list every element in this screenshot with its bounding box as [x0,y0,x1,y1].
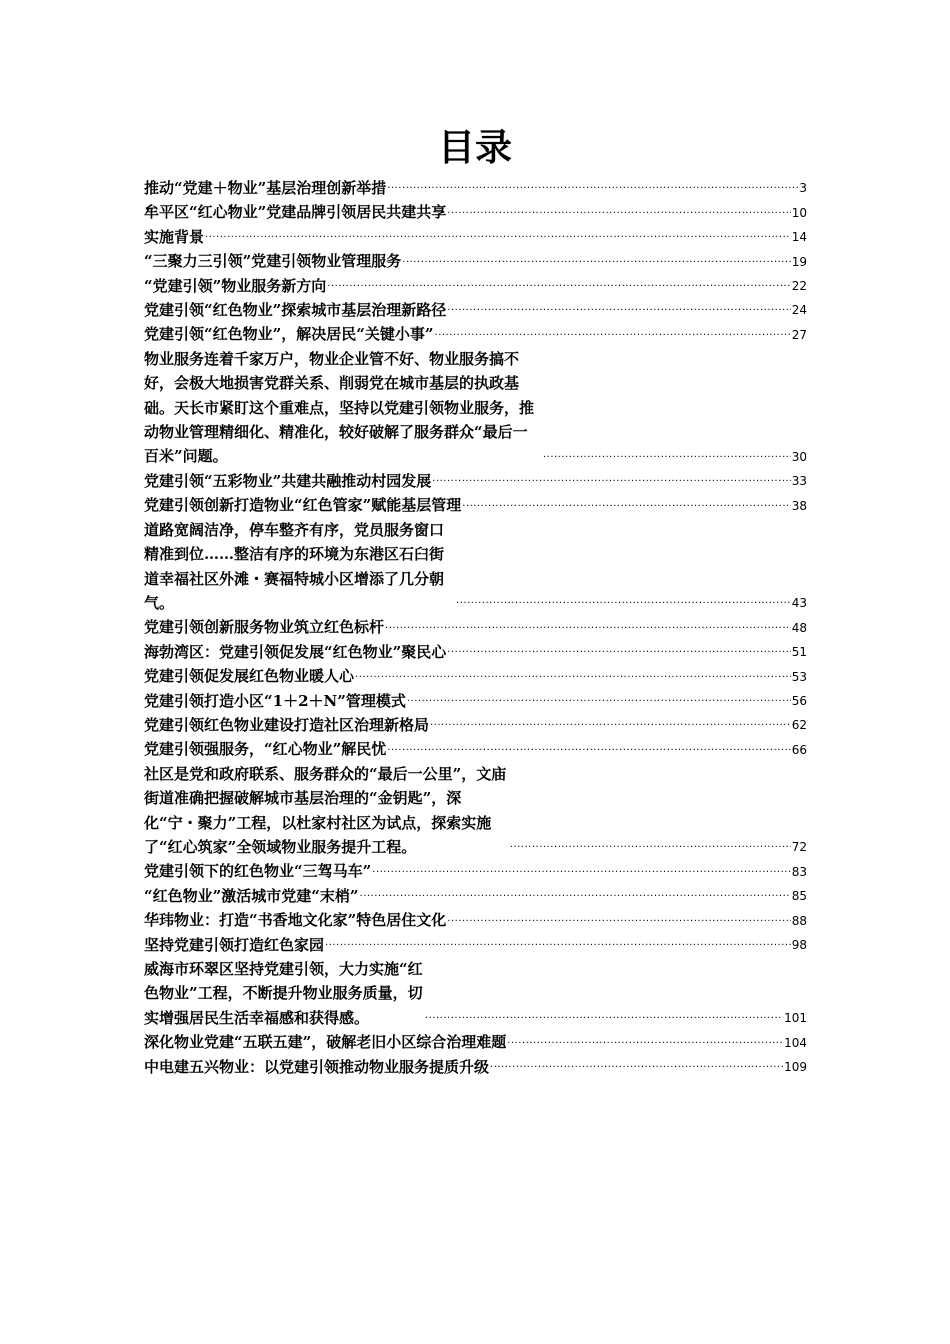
toc-page-number: 98 [791,938,807,952]
dot-leader [387,739,790,757]
dot-leader [447,641,790,659]
dot-leader [447,299,790,317]
toc-entry[interactable] [144,908,807,932]
dot-leader [510,836,791,854]
dot-leader [355,666,791,684]
toc-entry[interactable] [144,1055,807,1079]
toc-entry-title: 党建引领促发展红色物业暖人心 [144,667,355,686]
toc-entry-title: 党建引领强服务，“红心物业”解民忧 [144,740,387,759]
toc-entry[interactable] [144,762,807,860]
toc-page-number: 62 [791,718,807,733]
toc-page-number: 83 [791,864,807,879]
toc-entry-title: 党建引领“红色物业”，解决居民“关键小事” [144,325,434,344]
dot-leader [372,861,790,879]
toc-entry[interactable] [144,200,807,224]
toc-entry[interactable] [144,493,807,517]
toc-entry-title: 物业服务连着千家万户，物业企业管不好、物业服务搞不好，会极大地损害党群关系、削弱党在城市基层的执政基础。天长市紧盯这个重难点，坚持以党建引领物业服务，推动物业管理精细化、精准化，较好破解了服务群众“最后一百米”问题。 [144,349,535,466]
toc-page-number: 88 [791,913,807,928]
toc-page-number: 56 [791,693,807,708]
toc-entry[interactable] [144,274,807,298]
toc-entry[interactable] [144,469,807,493]
toc-entry-title: 道路宽阔洁净，停车整齐有序，党员服务窗口精准到位……整洁有序的环境为东港区石臼街道幸福社区外滩・赛福特城小区增添了几分朝气。 [144,520,445,612]
toc-page-number: 51 [791,645,807,660]
toc-entry-title: 海勃湾区：党建引领促发展“红色物业”聚民心 [144,642,447,661]
toc-entry[interactable] [144,615,807,639]
toc-entry-title: 党建引领“五彩物业”共建共融推动村园发展 [144,471,432,490]
toc-entry[interactable] [144,176,807,200]
dot-leader [425,1007,783,1025]
page-title: 目录 [438,125,512,169]
dot-leader [490,1056,783,1074]
toc-entry[interactable] [144,664,807,688]
toc-entry[interactable] [144,518,807,616]
dot-leader [447,910,790,928]
dot-leader [447,202,790,220]
toc-page-number: 66 [791,742,807,757]
dot-leader [402,251,790,269]
toc-entry-title: “党建引领”物业服务新方向 [144,276,327,295]
dot-leader [462,495,790,513]
dot-leader [387,177,798,195]
toc-entry[interactable] [144,640,807,664]
toc-entry-title: 党建引领红色物业建设打造社区治理新格局 [144,715,430,734]
toc-page-number: 33 [791,474,807,489]
toc-entry[interactable] [144,347,807,469]
toc-page-number: 3 [799,181,807,196]
toc-page-number: 104 [784,1035,807,1050]
toc-page-number: 43 [791,596,807,611]
dot-leader [327,275,790,293]
toc-page-number: 72 [791,840,807,855]
toc-entry[interactable] [144,957,807,1030]
toc-page-number: 38 [791,498,807,513]
toc-page-number: 53 [791,669,807,684]
dot-leader [435,324,791,342]
toc-entry-title: “红色物业”激活城市党建“末梢” [144,886,359,905]
dot-leader [507,1032,783,1050]
dot-leader [325,934,791,952]
dot-leader [385,617,791,635]
toc-entry[interactable] [144,933,807,957]
toc-entry-title: 华玮物业：打造“书香地文化家”特色居住文化 [144,911,447,930]
toc-entry-title: 实施背景 [144,227,205,246]
toc-page-number: 14 [791,230,807,245]
toc-entry-title: 党建引领下的红色物业“三驾马车” [144,862,372,881]
toc-entry-title: 坚持党建引领打造红色家园 [144,935,325,954]
dot-leader [543,446,791,464]
toc-page-number: 22 [791,279,807,294]
toc-entry-title: 党建引领“红色物业”探索城市基层治理新路径 [144,301,447,320]
dot-leader [205,226,791,244]
dot-leader [456,592,791,610]
toc-entry[interactable] [144,689,807,713]
dot-leader [407,690,791,708]
toc-entry[interactable] [144,249,807,273]
toc-entry[interactable] [144,713,807,737]
toc-entry[interactable] [144,225,807,249]
toc-page-number: 48 [791,620,807,635]
toc-entry-title: 党建引领打造小区“1＋2＋N”管理模式 [144,691,406,710]
toc-entry-title: 中电建五兴物业：以党建引领推动物业服务提质升级 [144,1057,490,1076]
toc-page-number: 101 [784,1011,807,1026]
toc-entry[interactable] [144,859,807,883]
toc-entry-title: 社区是党和政府联系、服务群众的“最后一公里”，文庙街道准确把握破解城市基层治理的“金钥匙”，深化“宁・聚力”工程，以杜家村社区为试点，探索实施了“红心筑家”全领域物业服务提升工程。 [144,764,507,856]
toc-entry-title: 威海市环翠区坚持党建引领，大力实施“红色物业”工程，不断提升物业服务质量，切实增强居民生活幸福感和获得感。 [144,960,423,1027]
toc-page-number: 30 [791,449,807,464]
dot-leader [360,885,791,903]
dot-leader [432,470,790,488]
toc-entry[interactable] [144,737,807,761]
toc-entry[interactable] [144,884,807,908]
toc-page-number: 19 [791,254,807,269]
toc-entry[interactable] [144,298,807,322]
toc-entry-title: 深化物业党建“五联五建”，破解老旧小区综合治理难题 [144,1033,507,1052]
toc-entry-title: 党建引领创新服务物业筑立红色标杆 [144,618,385,637]
toc-page-number: 109 [784,1060,807,1075]
toc-entry[interactable] [144,322,807,346]
toc-page-number: 27 [791,327,807,342]
toc-entry-title: 牟平区“红心物业”党建品牌引领居民共建共享 [144,203,447,222]
toc-entry-title: 党建引领创新打造物业“红色管家”赋能基层管理 [144,496,462,515]
toc-entry[interactable] [144,1030,807,1054]
dot-leader [430,714,791,732]
table-of-contents [144,176,807,1079]
toc-entry-title: “三聚力三引领”党建引领物业管理服务 [144,252,402,271]
toc-page-number: 24 [791,303,807,318]
toc-entry-title: 推动“党建＋物业”基层治理创新举措 [144,179,387,197]
toc-page-number: 85 [791,889,807,904]
toc-page-number: 10 [791,205,807,220]
